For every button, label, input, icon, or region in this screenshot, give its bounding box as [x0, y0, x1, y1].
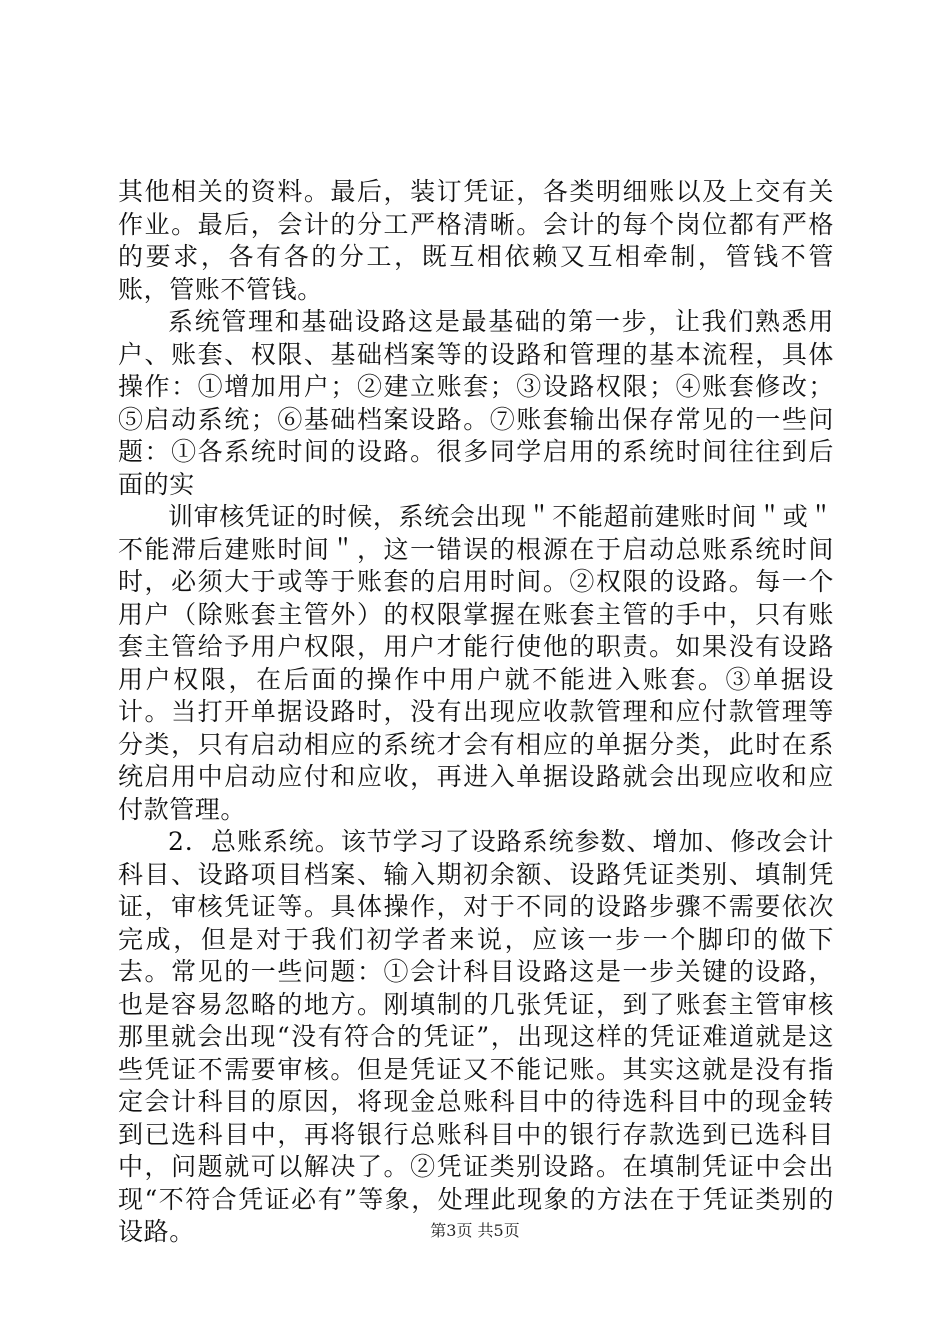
- page-footer: 第3页 共5页: [430, 1221, 520, 1240]
- paragraph-1: 其他相关的资料。最后，装订凭证，各类明细账以及上交有关作业。最后，会计的分工严格清晰。会计的每个岗位都有严格的要求，各有各的分工，既互相依赖又互相牵制，管钱不管账，管账不管钱。: [118, 177, 834, 304]
- document-body: [118, 176, 834, 1249]
- paragraph-4: 2．总账系统。该节学习了设路系统参数、增加、修改会计科目、设路项目档案、输入期初余额、设路凭证类别、填制凭证，审核凭证等。具体操作，对于不同的设路步骤不需要依次完成，但是对于我们初学者来说，应该一步一个脚印的做下去。常见的一些问题：①会计科目设路这是一步关键的设路，也是容易忽略的地方。刚填制的几张凭证，到了账套主管审核那里就会出现“没有符合的凭证”，出现这样的凭证难道就是这些凭证不需要审核。但是凭证又不能记账。其实这就是没有指定会计科目的原因，将现金总账科目中的待选科目中的现金转到已选科目中，再将银行总账科目中的银行存款选到已选科目中，问题就可以解决了。②凭证类别设路。在填制凭证中会出现“不符合凭证必有”等象，处理此现象的方法在于凭证类别的设路。: [118, 827, 834, 1246]
- paragraph-3: 训审核凭证的时候，系统会出现＂不能超前建账时间＂或＂不能滞后建账时间＂，这一错误的根源在于启动总账系统时间时，必须大于或等于账套的启用时间。②权限的设路。每一个用户（除账套主管外）的权限掌握在账套主管的手中，只有账套主管给予用户权限，用户才能行使他的职责。如果没有设路用户权限，在后面的操作中用户就不能进入账套。③单据设计。当打开单据设路时，没有出现应收款管理和应付款管理等分类，只有启动相应的系统才会有相应的单据分类，此时在系统启用中启动应付和应收，再进入单据设路就会出现应收和应付款管理。: [118, 502, 834, 824]
- paragraph-2: 系统管理和基础设路这是最基础的第一步，让我们熟悉用户、账套、权限、基础档案等的设路和管理的基本流程，具体操作：①增加用户；②建立账套；③设路权限；④账套修改；⑤启动系统；⑥基础档案设路。⑦账套输出保存常见的一些问题：①各系统时间的设路。很多同学启用的系统时间往往到后面的实: [118, 307, 834, 499]
